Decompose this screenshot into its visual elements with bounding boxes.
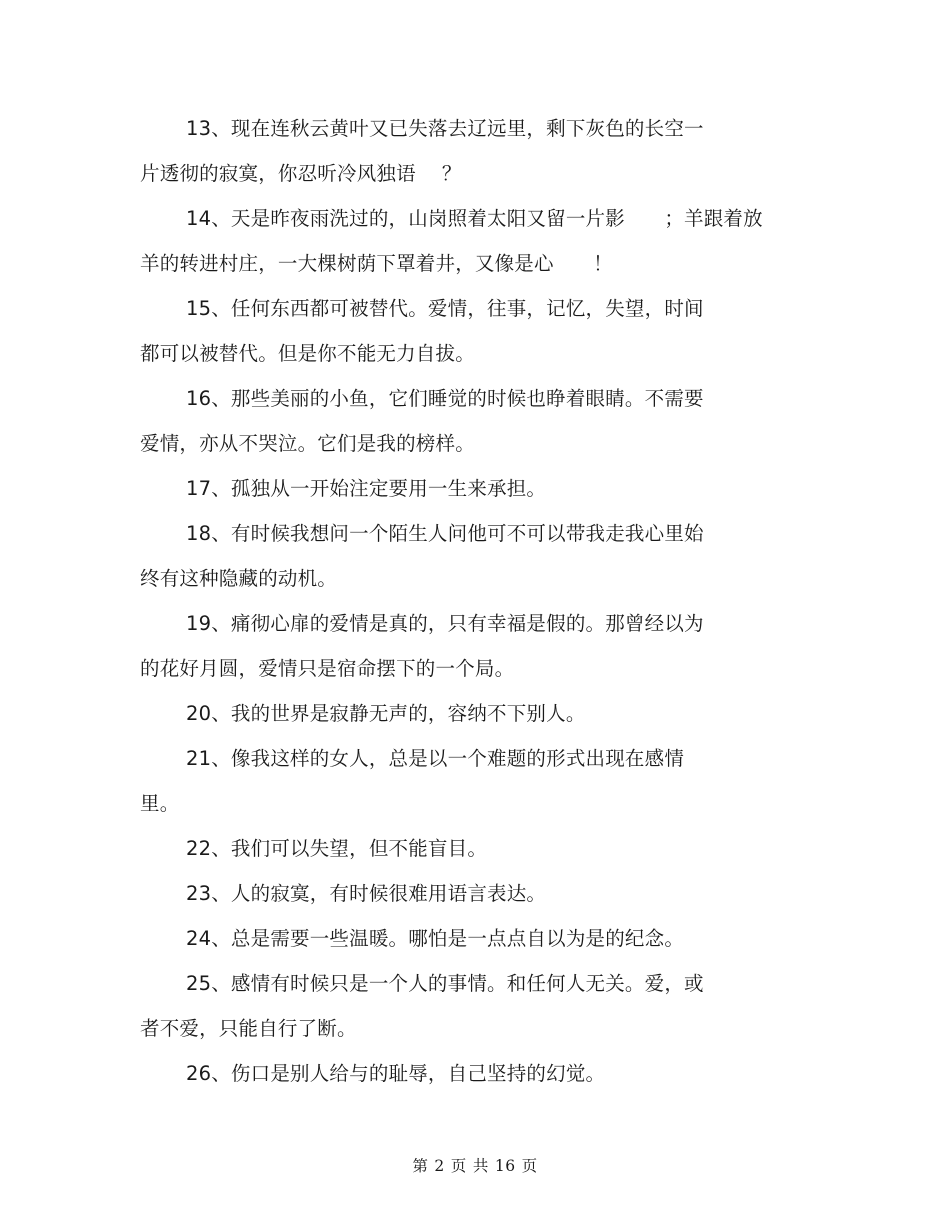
line-19-cont: 的花好月圆，爱情只是宿命摆下的一个局。 [140,657,515,680]
line-17: 17、孤独从一开始注定要用一生来承担。 [186,477,547,500]
footer-page-word: 页 [450,1157,467,1175]
line-16-first: 16、那些美丽的小鱼，它们睡觉的时候也睁着眼睛。不需要 [186,387,704,410]
footer-total-pages: 16 [494,1157,516,1175]
footer-current-page: 2 [434,1157,445,1175]
line-25-cont: 者不爱，只能自行了断。 [140,1017,357,1040]
line-25-first: 25、感情有时候只是一个人的事情。和任何人无关。爱，或 [186,972,704,995]
line-14-first: 14、天是昨夜雨洗过的，山岗照着太阳又留一片影 ；羊跟着放 [186,207,763,230]
line-13-cont: 片透彻的寂寞，你忍听冷风独语 ？ [140,162,462,185]
line-26: 26、伤口是别人给与的耻辱，自己坚持的幻觉。 [186,1062,606,1085]
footer-suffix: 页 [521,1157,538,1175]
line-20: 20、我的世界是寂静无声的，容纳不下别人。 [186,702,586,725]
line-21-cont: 里。 [140,792,180,815]
line-16-cont: 爱情，亦从不哭泣。它们是我的榜样。 [140,432,475,455]
footer-prefix: 第 [412,1157,429,1175]
line-18-first: 18、有时候我想问一个陌生人问他可不可以带我走我心里始 [186,522,704,545]
line-24: 24、总是需要一些温暖。哪怕是一点点自以为是的纪念。 [186,927,685,950]
line-23: 23、人的寂寞，有时候很难用语言表达。 [186,882,547,905]
footer-total-word: 共 [472,1157,489,1175]
line-13-first: 13、现在连秋云黄叶又已失落去辽远里，剩下灰色的长空一 [186,117,704,140]
line-15-first: 15、任何东西都可被替代。爱情，往事，记忆，失望，时间 [186,297,704,320]
line-21-first: 21、像我这样的女人，总是以一个难题的形式出现在感情 [186,747,685,770]
line-14-cont: 羊的转进村庄，一大棵树荫下罩着井，又像是心 ！ [140,252,613,275]
line-18-cont: 终有这种隐藏的动机。 [140,567,338,590]
line-19-first: 19、痛彻心扉的爱情是真的，只有幸福是假的。那曾经以为 [186,612,704,635]
line-22: 22、我们可以失望，但不能盲目。 [186,837,488,860]
page-footer [0,1154,950,1176]
line-15-cont: 都可以被替代。但是你不能无力自拔。 [140,342,475,365]
